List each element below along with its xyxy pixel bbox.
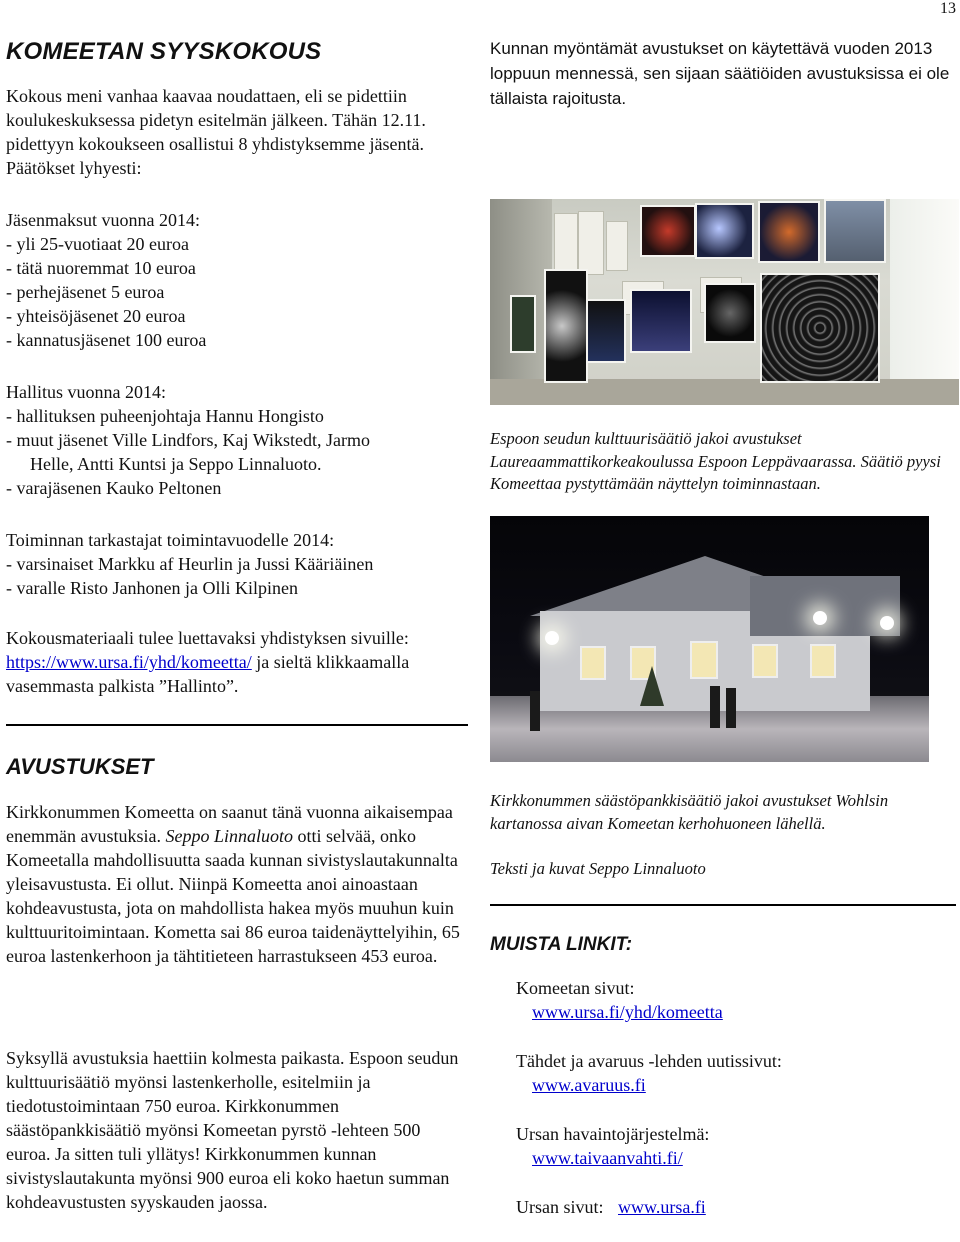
star-trail-artwork [760, 273, 880, 383]
list-item: - varajäsenen Kauko Peltonen [6, 478, 222, 498]
person-silhouette [530, 691, 540, 731]
section-divider [490, 904, 956, 906]
material-text-pre: Kokousmateriaali tulee luettavaksi yhdistyksen sivuille: [6, 628, 409, 648]
photo-credit: Teksti ja kuvat Seppo Linnaluoto [490, 859, 706, 878]
page-number: 13 [940, 0, 956, 17]
artwork [544, 269, 588, 383]
window [752, 644, 778, 678]
link-group-komeetta [516, 976, 946, 1024]
fees-heading: Jäsenmaksut vuonna 2014: [6, 210, 200, 230]
p1-text-a: Kirkkonummen Komeetta on saanut tänä vuonna aikaisempaa enemmän avustuksia. [6, 802, 453, 846]
link-label: Ursan sivut: [516, 1197, 604, 1217]
list-item: - muut jäsenet Ville Lindfors, Kaj Wikstedt, Jarmo [6, 430, 370, 450]
p1-text-b: otti selvää, onko Komeetalla mahdollisuutta saada kunnan sivistyslautakunnalta yleisavustusta. Ei ollut. Niinpä Komeetta anoi ainoastaan kohdeavustusta, jota on mahdollista hakea myös muuhun kuin kulttuuritoimintaan. Kometta sai 86 euroa taidenäyttelyihin, 65 euroa lastenkerhoon ja tähtitieteen harrastukseen 453 euroa. [6, 826, 460, 966]
photo-caption-1: Espoon seudun kulttuurisäätiö jakoi avustukset Laureaammattikorkeakoulussa Espoon Leppävaarassa. Säätiö pyysi Komeettaa pystyttämään näyttelyn toiminnastaan. [490, 429, 941, 493]
window-light [890, 199, 959, 405]
list-item: - perhejäsenet 5 euroa [6, 282, 165, 302]
link-label: Komeetan sivut: [516, 978, 635, 998]
section-title-avustukset: AVUSTUKSET [6, 754, 154, 779]
window [810, 644, 836, 678]
section-title-syyskokous: KOMEETAN SYYSKOKOUS [6, 38, 322, 65]
poster [606, 221, 628, 271]
p1-author-name: Seppo Linnaluoto [165, 826, 293, 846]
wall-lamp [545, 631, 559, 645]
artwork [704, 283, 756, 343]
link-avaruus[interactable]: www.avaruus.fi [532, 1075, 646, 1095]
house-night-photo [490, 516, 929, 762]
poster [578, 211, 604, 275]
links-title: MUISTA LINKIT: [490, 934, 633, 955]
link-ursa[interactable]: www.ursa.fi [618, 1197, 706, 1217]
hallinto-link[interactable]: https://www.ursa.fi/yhd/komeetta/ [6, 652, 252, 672]
list-item: Helle, Antti Kuntsi ja Seppo Linnaluoto. [30, 454, 322, 474]
auditors-block [6, 528, 476, 600]
person-silhouette [710, 686, 720, 728]
photo-caption-2: Kirkkonummen säästöpankkisäätiö jakoi avustukset Wohlsin kartanossa aivan Komeetan kerhohuoneen lähellä. [490, 791, 889, 833]
list-item: - varalle Risto Janhonen ja Olli Kilpinen [6, 578, 298, 598]
link-label: Tähdet ja avaruus -lehden uutissivut: [516, 1051, 782, 1071]
person-silhouette [726, 688, 736, 728]
artwork [586, 299, 626, 363]
link-taivaanvahti[interactable]: www.taivaanvahti.fi/ [532, 1148, 683, 1168]
list-item: - kannatusjäsenet 100 euroa [6, 330, 207, 350]
membership-fees-block [6, 208, 466, 352]
list-item: - yli 25-vuotiaat 20 euroa [6, 234, 189, 254]
fees-list [6, 232, 466, 352]
artwork [758, 201, 820, 263]
artwork [510, 295, 536, 353]
house-roof-right [750, 576, 900, 636]
link-group-avaruus [516, 1049, 946, 1097]
exhibition-photo [490, 199, 959, 405]
poster [554, 213, 578, 275]
section-divider [6, 724, 468, 726]
link-group-taivaanvahti [516, 1122, 946, 1170]
artwork [695, 203, 754, 259]
artwork [824, 199, 886, 263]
christmas-tree [640, 666, 664, 706]
list-item: - tätä nuoremmat 10 euroa [6, 258, 196, 278]
link-group-ursa [516, 1195, 946, 1219]
wall-lamp [880, 616, 894, 630]
list-item: - varsinaiset Markku af Heurlin ja Jussi Kääriäinen [6, 554, 374, 574]
auditors-list [6, 552, 476, 600]
auditors-heading: Toiminnan tarkastajat toimintavuodelle 2014: [6, 530, 335, 550]
window [580, 646, 606, 680]
link-komeetta[interactable]: www.ursa.fi/yhd/komeetta [532, 1002, 723, 1022]
list-item: - yhteisöjäsenet 20 euroa [6, 306, 186, 326]
avustukset-paragraph-2: Syksyllä avustuksia haettiin kolmesta paikasta. Espoon seudun kulttuurisäätiö myönsi lastenkerholle, esitelmiin ja tiedotustoimintaan 750 euroa. Kirkkonummen säästöpankkisäätiö myönsi Komeetan pyrstö -lehteen 500 euroa. Ja sitten tuli yllätys! Kirkkonummen kunnan sivistyslautakunta myönsi 900 euroa eli koko haetun summan kohdeavustusten syyskauden jaossa. [6, 1048, 459, 1212]
window [690, 641, 718, 679]
artwork [640, 205, 696, 257]
list-item: - hallituksen puheenjohtaja Hannu Hongisto [6, 406, 324, 426]
artwork [630, 289, 692, 353]
wall-lamp [813, 611, 827, 625]
link-label: Ursan havaintojärjestelmä: [516, 1124, 710, 1144]
links-block [516, 976, 946, 1219]
avustukset-paragraph-1 [6, 800, 462, 968]
board-block [6, 380, 476, 500]
material-text-post: ja sieltä klikkaamalla vasemmasta palkista ”Hallinto”. [6, 652, 410, 696]
grants-note: Kunnan myöntämät avustukset on käytettävä vuoden 2013 loppuun mennessä, sen sijaan säätiöiden avustuksissa ei ole tällaista rajoitusta. [490, 39, 950, 108]
board-list [6, 404, 476, 500]
material-paragraph [6, 626, 464, 698]
board-heading: Hallitus vuonna 2014: [6, 382, 166, 402]
intro-paragraph: Kokous meni vanhaa kaavaa noudattaen, eli se pidettiin koulukeskuksessa pidetyn esitelmän jälkeen. Tähän 12.11. pidettyyn kokoukseen osallistui 8 yhdistyksemme jäsentä. Päätökset lyhyesti: [6, 86, 426, 178]
